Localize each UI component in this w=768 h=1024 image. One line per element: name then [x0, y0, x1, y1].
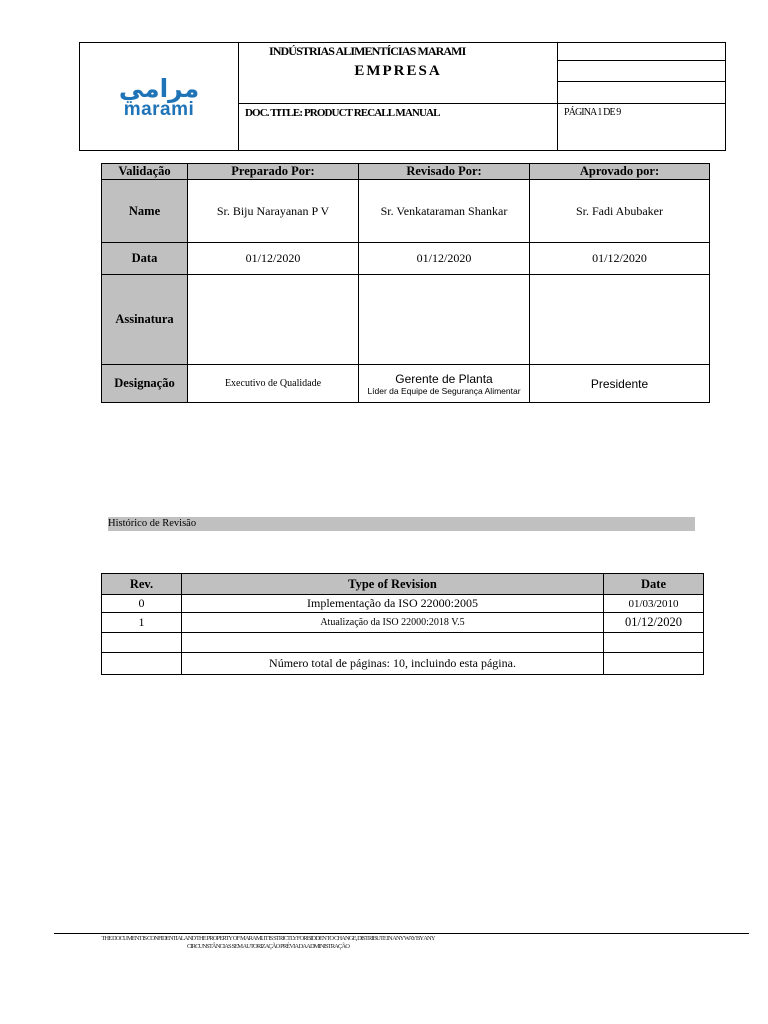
- table-row: [102, 595, 704, 613]
- reviewed-designation: [359, 365, 530, 403]
- designation-row-label: Designação: [102, 365, 188, 403]
- reviewed-date: 01/12/2020: [359, 243, 530, 275]
- validation-table: [101, 163, 710, 403]
- prepared-date: 01/12/2020: [188, 243, 359, 275]
- logo: [80, 43, 239, 151]
- rev-header: Rev.: [102, 574, 182, 595]
- date-row-label: Data: [102, 243, 188, 275]
- revision-type: Implementação da ISO 22000:2005: [182, 595, 604, 613]
- total-pages-note: Número total de páginas: 10, incluindo esta página.: [182, 653, 604, 675]
- revision-type: Atualização da ISO 22000:2018 V.5: [182, 613, 604, 633]
- revision-table: [101, 573, 704, 675]
- revision-date: 01/12/2020: [604, 613, 704, 633]
- logo-english-text: marami: [123, 98, 195, 120]
- table-row-total: [102, 653, 704, 675]
- company-cell: [239, 43, 558, 104]
- rev-number: 1: [102, 613, 182, 633]
- prepared-designation: Executivo de Qualidade: [188, 365, 359, 403]
- reviewed-signature: [359, 275, 530, 365]
- page-number: PÁGINA 1 DE 9: [558, 103, 726, 150]
- revision-history-banner: Histórico de Revisão: [108, 517, 695, 531]
- footer-confidentiality-note: [68, 935, 468, 951]
- header-empty-cell-2: [558, 61, 726, 82]
- company-type: EMPRESA: [354, 63, 442, 79]
- date-header: Date: [604, 574, 704, 595]
- validation-header-label: Validação: [102, 164, 188, 180]
- reviewed-by-header: Revisado Por:: [359, 164, 530, 180]
- doc-title: DOC. TITLE: PRODUCT RECALL MANUAL: [239, 103, 558, 150]
- prepared-signature: [188, 275, 359, 365]
- footer-divider: [54, 933, 749, 934]
- approved-by-header: Aprovado por:: [530, 164, 710, 180]
- prepared-by-name: Sr. Biju Narayanan P V: [188, 180, 359, 243]
- approved-signature: [530, 275, 710, 365]
- type-of-revision-header: Type of Revision: [182, 574, 604, 595]
- rev-number: 0: [102, 595, 182, 613]
- header-empty-cell-1: [558, 43, 726, 61]
- logo-arabic-text: مرامي: [118, 73, 200, 103]
- name-row-label: Name: [102, 180, 188, 243]
- header-empty-cell-3: [558, 82, 726, 103]
- signature-row-label: Assinatura: [102, 275, 188, 365]
- reviewed-by-name: Sr. Venkataraman Shankar: [359, 180, 530, 243]
- footer-line-2: CIRCUNSTÂNCIAS SEM AUTORIZAÇÃO PRÉVIA DA ADMINISTRAÇÃO: [186, 943, 349, 950]
- footer-line-1: THE DOCUMENT IS CONFIDENTIAL AND THE PROPERTY OF MARAMI. IT IS STRICTLY FORBIDDEN TO CHANGE, DISTRIBUTE IN ANY WAY BY ANY: [101, 935, 435, 942]
- table-row-empty: [102, 633, 704, 653]
- prepared-by-header: Preparado Por:: [188, 164, 359, 180]
- approved-designation: Presidente: [530, 365, 710, 403]
- revision-date: 01/03/2010: [604, 595, 704, 613]
- table-row: [102, 613, 704, 633]
- reviewed-designation-title: Gerente de Planta: [395, 371, 493, 386]
- company-name: INDÚSTRIAS ALIMENTÍCIAS MARAMI: [269, 44, 466, 58]
- approved-date: 01/12/2020: [530, 243, 710, 275]
- approved-by-name: Sr. Fadi Abubaker: [530, 180, 710, 243]
- reviewed-designation-subtitle: Líder da Equipe de Segurança Alimentar: [367, 385, 521, 396]
- document-header: [79, 42, 726, 151]
